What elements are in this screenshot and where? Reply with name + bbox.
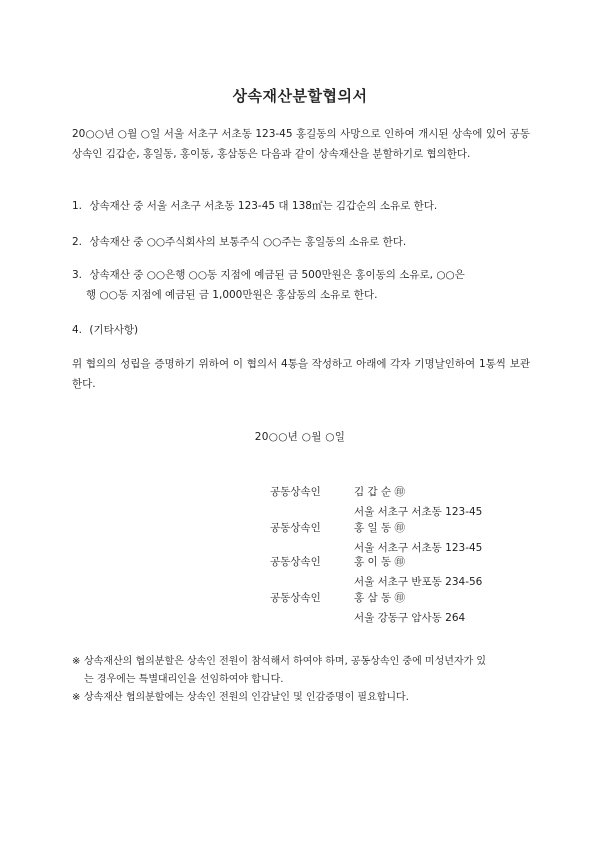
signatory-role: 공동상속인 [270,592,321,604]
clause-text: 상속재산 중 서울 서초구 서초동 123-45 대 138㎡는 김갑순의 소유로 한다. [89,200,438,212]
clause-number: 3. [72,269,83,281]
note-mark: ※ [72,692,81,703]
note-mark: ※ [72,656,81,667]
note-text-continued: 는 경우에는 특별대리인을 선임하여야 합니다. [84,674,284,685]
clause-text: (기타사항) [89,324,139,336]
signatory-address: 서울 강동구 암사동 264 [354,612,466,624]
clause-2 [72,232,530,252]
signatory-address: 서울 서초구 반포동 234-56 [354,576,483,588]
clause-number: 2. [72,236,83,248]
clause-3 [72,265,530,305]
clause-text-continued: 행 ○○동 지점에 예금된 금 1,000만원은 홍삼동의 소유로 한다. [86,289,378,301]
note-text: 상속재산의 협의분할은 상속인 전원이 참석해서 하여야 하며, 공동상속인 중에 미성년자가 있 [84,656,487,667]
document-date: 20○○년 ○월 ○일 [254,431,346,443]
clause-text: 상속재산 중 ○○주식회사의 보통주식 ○○주는 홍일동의 소유로 한다. [89,236,407,248]
clause-number: 4. [72,324,83,336]
signatory-role: 공동상속인 [270,486,321,498]
clause-text: 상속재산 중 ○○은행 ○○동 지점에 예금된 금 500만원은 홍이동의 소유로, ○○은 [89,269,465,281]
signatory-name: 홍 삼 동 ㊞ [354,592,405,604]
clause-4 [72,320,530,340]
footnote-1 [72,653,532,689]
signatory-address: 서울 서초구 서초동 123-45 [354,506,483,518]
signatory-3 [270,552,482,592]
signatory-name: 홍 이 동 ㊞ [354,556,405,568]
closing-paragraph: 위 협의의 성립을 증명하기 위하여 이 협의서 4통을 작성하고 아래에 각자 기명날인하여 1통씩 보관한다. [72,358,530,390]
signatory-1 [270,482,482,522]
signatory-address: 서울 서초구 서초동 123-45 [354,542,483,554]
note-text: 상속재산 협의분할에는 상속인 전원의 인감날인 및 인감증명이 필요합니다. [84,692,409,703]
document-title: 상속재산분할협의서 [232,87,368,105]
signatory-role: 공동상속인 [270,556,321,568]
footnote-2 [72,689,532,707]
signatory-role: 공동상속인 [270,522,321,534]
signatory-4 [270,588,465,628]
clause-1 [72,196,530,216]
signatory-name: 홍 일 동 ㊞ [354,522,405,534]
intro-paragraph: 20○○년 ○월 ○일 서울 서초구 서초동 123-45 홍길동의 사망으로 인하여 개시된 상속에 있어 공동상속인 김갑순, 홍일동, 홍이동, 홍삼동은 다음과 같이 상속재산을 분할하기로 협의한다. [72,128,530,160]
signatory-name: 김 갑 순 ㊞ [354,486,405,498]
clause-number: 1. [72,200,83,212]
